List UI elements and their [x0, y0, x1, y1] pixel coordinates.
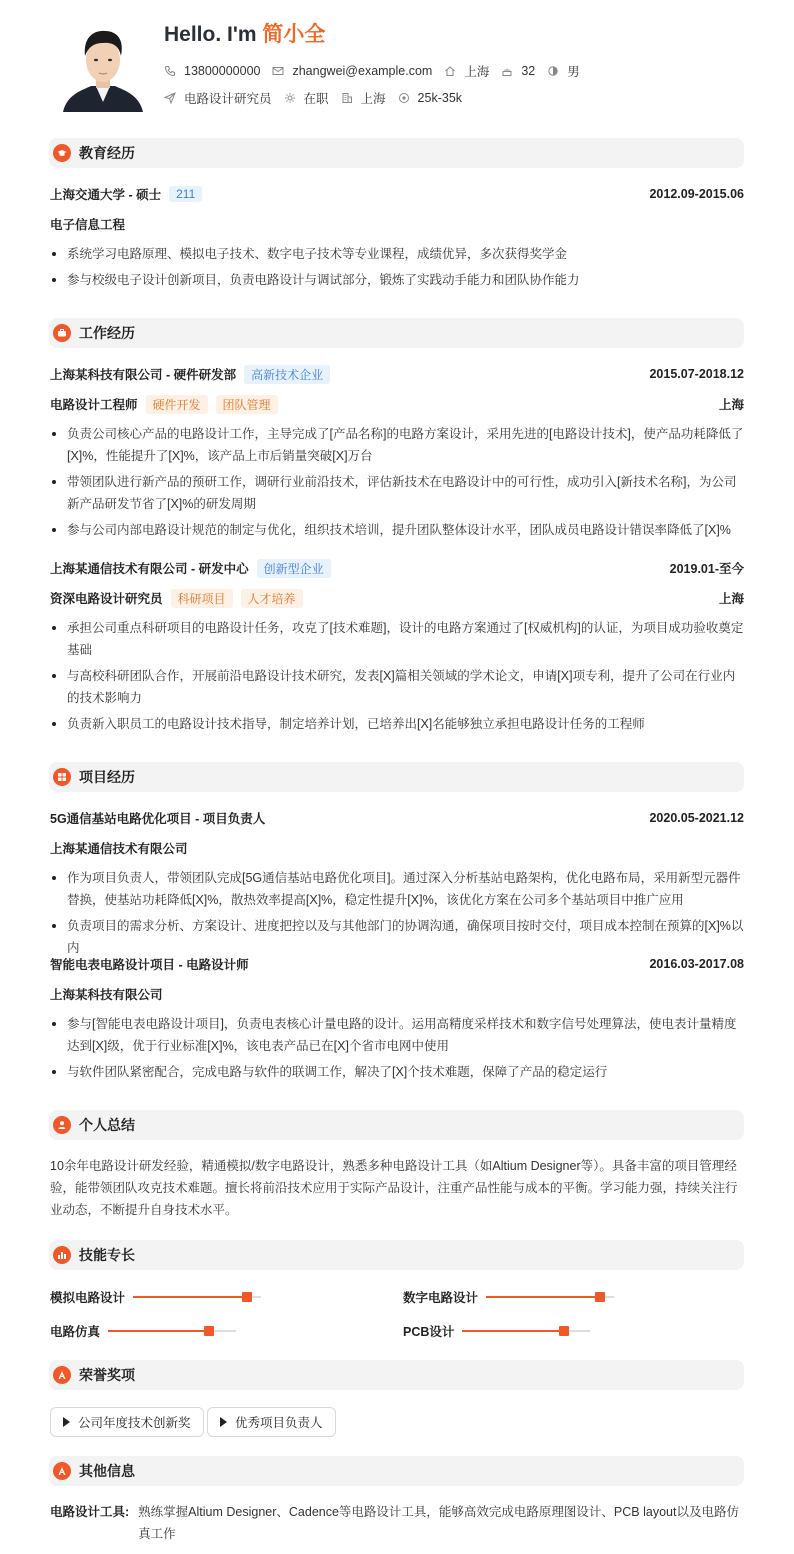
gender-item	[547, 62, 580, 80]
project-company: 上海某科技有限公司	[50, 988, 163, 1002]
section-work	[49, 318, 744, 348]
school-name: 上海交通大学 - 硕士	[50, 188, 162, 202]
job-bullets	[50, 617, 744, 739]
other-info-label: 电路设计工具:	[50, 1505, 130, 1519]
play-icon	[220, 1417, 227, 1427]
skill-name: 电路仿真	[50, 1325, 101, 1339]
job-header	[50, 558, 744, 578]
company-name: 上海某科技有限公司 - 硬件研发部	[50, 368, 237, 382]
skill-name: 模拟电路设计	[50, 1291, 126, 1305]
section-title: 工作经历	[79, 325, 135, 341]
section-projects	[49, 762, 744, 792]
salary-item	[398, 91, 462, 105]
grid-icon	[53, 768, 71, 786]
job-title: 资深电路设计研究员	[50, 592, 163, 606]
project-company-row	[50, 838, 744, 858]
job-city: 上海	[718, 398, 744, 412]
section-title: 个人总结	[79, 1117, 135, 1133]
skill-item	[50, 1287, 261, 1307]
building-icon	[341, 92, 353, 104]
list-item: 负责新入职员工的电路设计技术指导，制定培养计划，已培养出[X]名能够独立承担电路设计任务的工程师	[50, 713, 744, 735]
gear-icon	[284, 92, 296, 104]
company-tag: 高新技术企业	[244, 365, 330, 384]
award-icon	[53, 1366, 71, 1384]
skill-level-bar	[108, 1330, 236, 1332]
work-city-item	[341, 89, 386, 107]
list-item: 负责项目的需求分析、方案设计、进度把控以及与其他部门的协调沟通，确保项目按时交付，项目成本控制在预算的[X]%以内	[50, 915, 744, 959]
age-icon	[501, 65, 513, 77]
education-date: 2012.09-2015.06	[649, 187, 744, 201]
money-icon	[398, 92, 410, 104]
skill-level-fill	[462, 1330, 564, 1332]
status-text: 在职	[303, 92, 329, 106]
status-item	[284, 89, 329, 107]
skill-level-bar	[486, 1296, 614, 1298]
section-title: 项目经历	[79, 769, 135, 785]
list-item: 系统学习电路原理、模拟电子技术、数字电子技术等专业课程，成绩优异，多次获得奖学金	[50, 243, 744, 265]
bar-chart-icon	[53, 1246, 71, 1264]
project-company: 上海某通信技术有限公司	[50, 842, 188, 856]
section-summary	[49, 1110, 744, 1140]
section-skills	[49, 1240, 744, 1270]
job-header	[50, 364, 744, 384]
skill-name: 数字电路设计	[403, 1291, 479, 1305]
project-header	[50, 808, 744, 828]
list-item: 带领团队进行新产品的预研工作，调研行业前沿技术，评估新技术在电路设计中的可行性，成功引入[新技术名称]，为公司新产品研发节省了[X]%的研发周期	[50, 471, 744, 515]
skill-tag: 科研项目	[171, 589, 233, 608]
major-row	[50, 214, 744, 234]
skill-level-fill	[108, 1330, 210, 1332]
location-item	[444, 62, 489, 80]
honor-text: 公司年度技术创新奖	[78, 1416, 191, 1430]
major-name: 电子信息工程	[50, 218, 126, 232]
list-item: 参与校级电子设计创新项目，负责电路设计与调试部分，锻炼了实践动手能力和团队协作能力	[50, 269, 744, 291]
school-tag: 211	[169, 186, 202, 202]
info-icon	[53, 1462, 71, 1480]
skill-level-fill	[133, 1296, 248, 1298]
project-name: 智能电表电路设计项目 - 电路设计师	[50, 958, 249, 972]
other-info-row	[50, 1501, 744, 1545]
portrait-image	[61, 22, 145, 112]
skill-level-knob	[242, 1292, 252, 1302]
summary-text: 10余年电路设计研发经验，精通模拟/数字电路设计，熟悉多种电路设计工具（如Altium Designer等）。具备丰富的项目管理经验，能带领团队攻克技术难题。擅长将前沿技术应用于实际产品设计，注重产品性能与成本的平衡。学习能力强，持续关注行业动态，不断提升自身技术水平。	[50, 1159, 738, 1217]
job-info-row	[164, 89, 474, 107]
honor-badge	[207, 1407, 336, 1437]
project-date: 2016.03-2017.08	[649, 957, 744, 971]
section-honors	[49, 1360, 744, 1390]
skill-tag: 人才培养	[241, 589, 303, 608]
list-item: 负责公司核心产品的电路设计工作，主导完成了[产品名称]的电路方案设计，采用先进的[电路设计技术]，使产品功耗降低了[X]%，性能提升了[X]%，该产品上市后销量突破[X]万台	[50, 423, 744, 467]
skill-level-bar	[462, 1330, 590, 1332]
phone-item	[164, 64, 260, 78]
age-text: 32	[521, 64, 536, 78]
position-item	[164, 89, 272, 107]
project-company-row	[50, 984, 744, 1004]
project-bullets	[50, 867, 744, 963]
briefcase-icon	[53, 324, 71, 342]
home-icon	[444, 65, 456, 77]
project-name: 5G通信基站电路优化项目 - 项目负责人	[50, 812, 266, 826]
project-header	[50, 954, 744, 974]
honor-badge	[50, 1407, 204, 1437]
skill-tag: 团队管理	[216, 395, 278, 414]
list-item: 与高校科研团队合作，开展前沿电路设计技术研究，发表[X]篇相关领域的学术论文，申请[X]项专利，提升了公司在行业内的技术影响力	[50, 665, 744, 709]
skill-level-bar	[133, 1296, 261, 1298]
page-title	[164, 18, 325, 48]
user-icon	[53, 1116, 71, 1134]
gender-icon	[547, 65, 559, 77]
list-item: 参与[智能电表电路设计项目]，负责电表核心计量电路的设计。运用高精度采样技术和数字信号处理算法，使电表计量精度达到[X]级，优于行业标准[X]%，该电表产品已在[X]个省市电网中使用	[50, 1013, 744, 1057]
phone-icon	[164, 65, 176, 77]
job-position-row	[50, 588, 744, 608]
project-date: 2020.05-2021.12	[649, 811, 744, 825]
company-name: 上海某通信技术有限公司 - 研发中心	[50, 562, 249, 576]
job-position-row	[50, 394, 744, 414]
job-title: 电路设计工程师	[50, 398, 138, 412]
play-icon	[63, 1417, 70, 1427]
project-bullets	[50, 1013, 744, 1087]
job-bullets	[50, 423, 744, 545]
education-bullets	[50, 243, 744, 295]
contact-info-row	[164, 62, 592, 80]
honor-text: 优秀项目负责人	[235, 1416, 323, 1430]
skill-item	[50, 1321, 236, 1341]
section-title: 荣誉奖项	[79, 1367, 135, 1383]
job-date: 2015.07-2018.12	[649, 367, 744, 381]
list-item: 承担公司重点科研项目的电路设计任务，攻克了[技术难题]，设计的电路方案通过了[权威机构]的认证，为项目成功验收奠定基础	[50, 617, 744, 661]
section-title: 教育经历	[79, 145, 135, 161]
skill-level-knob	[204, 1326, 214, 1336]
skill-item	[403, 1321, 590, 1341]
education-header	[50, 184, 744, 204]
email-text: zhangwei@example.com	[292, 64, 433, 78]
list-item: 作为项目负责人，带领团队完成[5G通信基站电路优化项目]。通过深入分析基站电路架构，优化电路布局，采用新型元器件替换，使基站功耗降低[X]%，散热效率提高[X]%，稳定性提升[X]%，该优化方案在公司多个基站项目中推广应用	[50, 867, 744, 911]
avatar	[61, 22, 145, 112]
email-item	[272, 64, 432, 78]
work-city-text: 上海	[360, 92, 386, 106]
list-item: 参与公司内部电路设计规范的制定与优化，组织技术培训，提升团队整体设计水平，团队成员电路设计错误率降低了[X]%	[50, 519, 744, 541]
send-icon	[164, 92, 176, 104]
graduation-cap-icon	[53, 144, 71, 162]
position-text: 电路设计研究员	[184, 92, 272, 106]
mail-icon	[272, 65, 284, 77]
skill-level-knob	[595, 1292, 605, 1302]
skill-tag: 硬件开发	[146, 395, 208, 414]
section-title: 技能专长	[79, 1247, 135, 1263]
skill-level-fill	[486, 1296, 601, 1298]
candidate-name: 简小全	[262, 23, 326, 46]
phone-text: 13800000000	[184, 64, 261, 78]
skill-level-knob	[559, 1326, 569, 1336]
company-tag: 创新型企业	[257, 559, 331, 578]
other-info-value: 熟练掌握Altium Designer、Cadence等电路设计工具，能够高效完成电路原理图设计、PCB layout以及电路仿真工作	[138, 1505, 739, 1541]
section-title: 其他信息	[79, 1463, 135, 1479]
location-text: 上海	[464, 65, 490, 79]
age-item	[501, 64, 535, 78]
skill-name: PCB设计	[403, 1325, 455, 1339]
skill-item	[403, 1287, 614, 1307]
gender-text: 男	[567, 65, 580, 79]
job-date: 2019.01-至今	[669, 562, 744, 576]
section-education	[49, 138, 744, 168]
list-item: 与软件团队紧密配合，完成电路与软件的联调工作，解决了[X]个技术难题，保障了产品的稳定运行	[50, 1061, 744, 1083]
salary-text: 25k-35k	[417, 91, 463, 105]
greeting-text: Hello. I'm	[164, 23, 263, 46]
section-other	[49, 1456, 744, 1486]
job-city: 上海	[718, 592, 744, 606]
